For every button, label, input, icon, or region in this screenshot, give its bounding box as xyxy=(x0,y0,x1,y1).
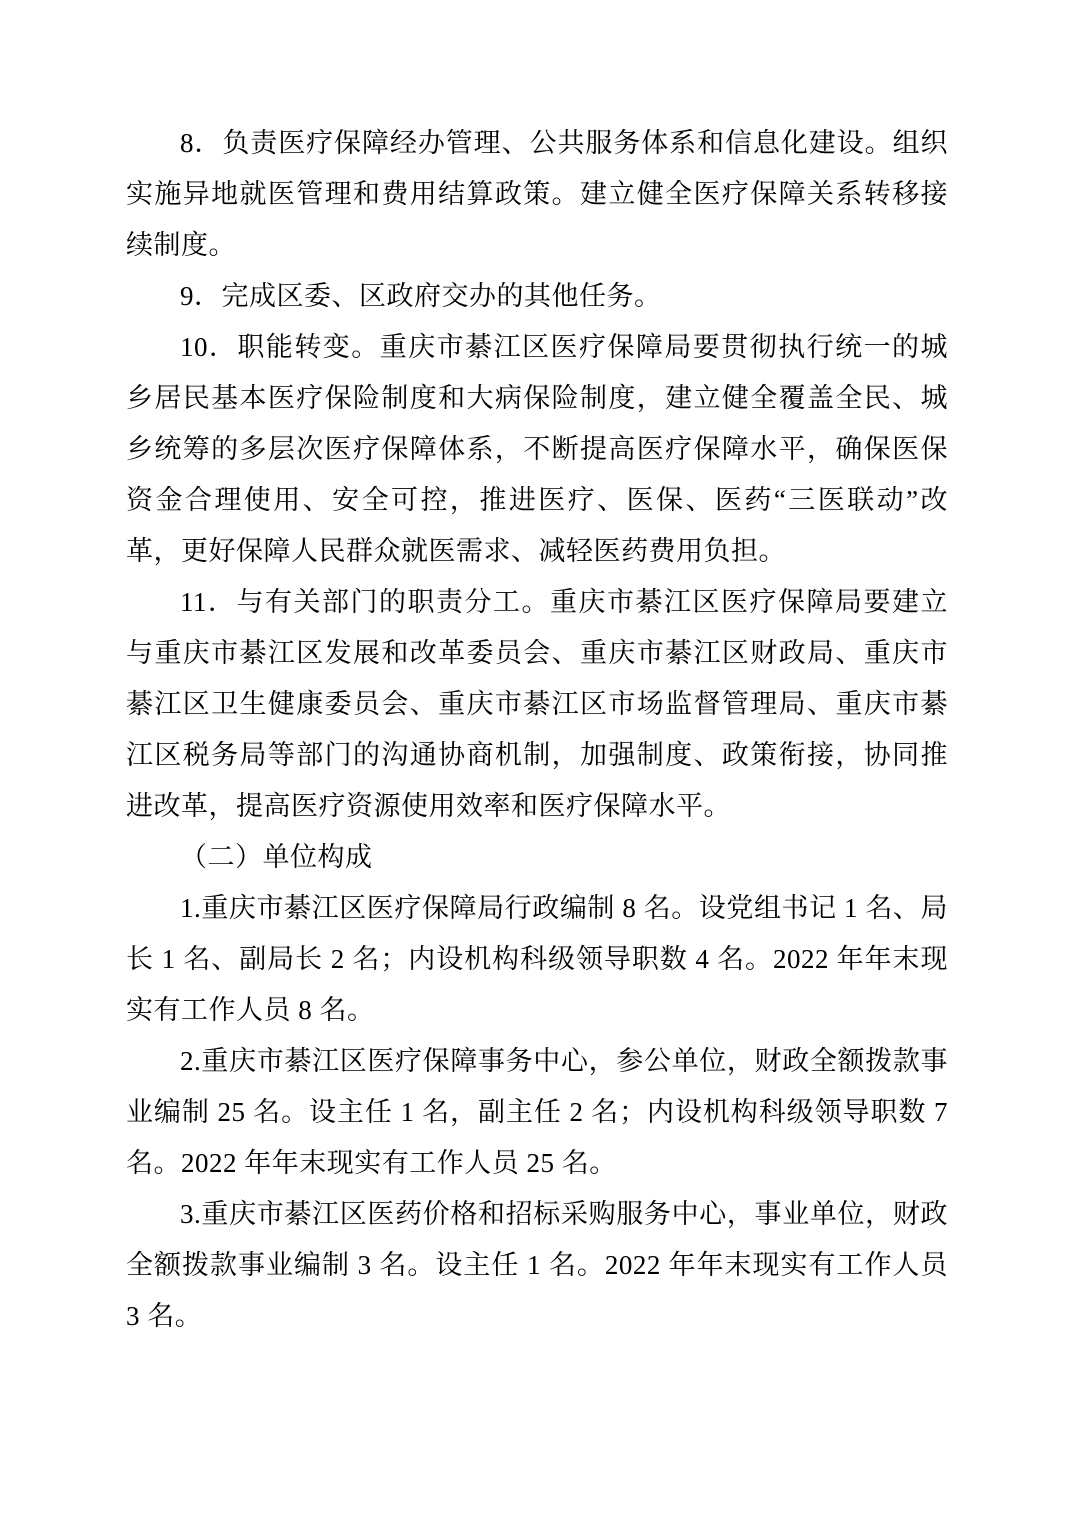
paragraph-unit-2: 2.重庆市綦江区医疗保障事务中心，参公单位，财政全额拨款事业编制 25 名。设主任 1 名，副主任 2 名；内设机构科级领导职数 7 名。2022 年年末现实有工作人员 25 名。 xyxy=(126,1046,948,1178)
document-body xyxy=(126,118,948,1342)
paragraph-unit-1: 1.重庆市綦江区医疗保障局行政编制 8 名。设党组书记 1 名、局长 1 名、副局长 2 名；内设机构科级领导职数 4 名。2022 年年末现实有工作人员 8 名。 xyxy=(126,893,948,1025)
paragraph-unit-3: 3.重庆市綦江区医药价格和招标采购服务中心，事业单位，财政全额拨款事业编制 3 名。设主任 1 名。2022 年年末现实有工作人员 3 名。 xyxy=(126,1199,948,1331)
paragraph-item-10: 10．职能转变。重庆市綦江区医疗保障局要贯彻执行统一的城乡居民基本医疗保险制度和大病保险制度，建立健全覆盖全民、城乡统筹的多层次医疗保障体系，不断提高医疗保障水平，确保医保资金合理使用、安全可控，推进医疗、医保、医药“三医联动”改革，更好保障人民群众就医需求、减轻医药费用负担。 xyxy=(126,332,948,566)
paragraph-item-11: 11．与有关部门的职责分工。重庆市綦江区医疗保障局要建立与重庆市綦江区发展和改革委员会、重庆市綦江区财政局、重庆市綦江区卫生健康委员会、重庆市綦江区市场监督管理局、重庆市綦江区税务局等部门的沟通协商机制，加强制度、政策衔接，协同推进改革，提高医疗资源使用效率和医疗保障水平。 xyxy=(126,587,948,821)
paragraph-item-9: 9．完成区委、区政府交办的其他任务。 xyxy=(180,281,662,311)
paragraph-item-8: 8．负责医疗保障经办管理、公共服务体系和信息化建设。组织实施异地就医管理和费用结算政策。建立健全医疗保障关系转移接续制度。 xyxy=(126,128,948,260)
section-heading-unit-composition: （二）单位构成 xyxy=(180,842,373,872)
